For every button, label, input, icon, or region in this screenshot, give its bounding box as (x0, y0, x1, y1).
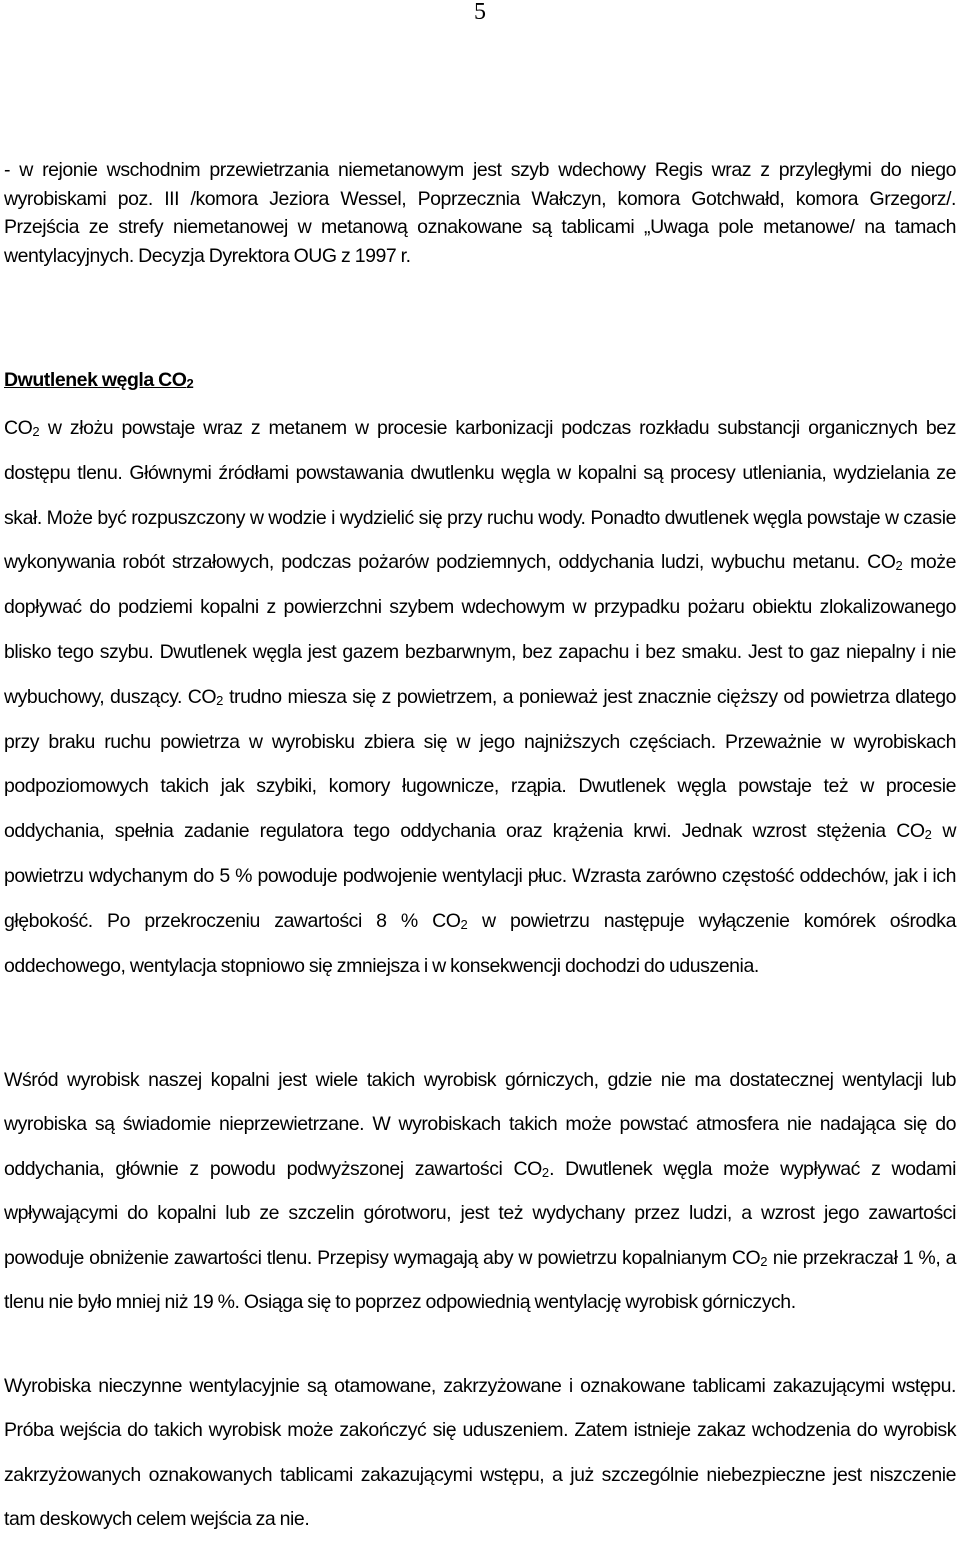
paragraph-east-ventilation: - w rejonie wschodnim przewietrzania niemetanowym jest szyb wdechowy Regis wraz z przyległymi do niego wyrobiskami poz. III /komora Jeziora Wessel, Poprzecznia Wałczyn, komora Gotchwałd, komora Grzegorz/. Przejścia ze strefy niemetanowej w metanową oznakowane są tablicami „Uwaga pole metanowe/ na tamach wentylacyjnych. Decyzja Dyrektora OUG z 1997 r. (4, 159, 956, 267)
paragraph-co2-sources (4, 406, 956, 988)
subscript: 2 (216, 692, 224, 708)
text-run: w złożu powstaje wraz z metanem w procesie karbonizacji podczas rozkładu substancji organicznych bez dostępu tlenu. Głównymi źródłami powstawania dwutlenku węgla w kopalni są procesy utleniania, wydzielania ze skał. Może być rozpuszczony w wodzie i wydzielić się przy ruchu wody. Ponadto dwutlenek węgla powstaje w czasie wykonywania robót strzałowych, podczas pożarów podziemnych, oddychania ludzi, wybuchu metanu. CO (4, 417, 956, 574)
text-run: trudno miesza się z powietrzem, a ponieważ jest znacznie cięższy od powietrza dlatego przy braku ruchu powietrza w wyrobisku zbiera się w jego najniższych częściach. Przeważnie w wyrobiskach podpoziomowych takich jak szybiki, komory ługownicze, rząpia. Dwutlenek węgla powstaje też w procesie oddychania, spełnia zadanie regulatora tego oddychania oraz krążenia krwi. Jednak wzrost stężenia CO (4, 685, 956, 843)
text-run: w powietrzu wdychanym do 5 % powoduje podwojenie wentylacji płuc. Wzrasta zarówno częstość oddechów, jak i ich głębokość. Po przekroczeniu zawartości 8 % CO (4, 820, 956, 932)
paragraph-unventilated-workings (4, 1058, 956, 1324)
text-run: w powietrzu następuje wyłączenie komórek ośrodka oddechowego, wentylacja stopniowo się zmniejsza i w konsekwencji dochodzi do uduszenia. (4, 909, 956, 977)
subscript: 2 (895, 558, 903, 574)
subscript: 2 (924, 827, 932, 843)
subscript: 2 (541, 1164, 550, 1180)
text-run: . Dwutlenek węgla może wypływać z wodami wpływającymi do kopalni lub ze szczelin górotworu, jest też wydychany przez ludzi, a wzrost jego zawartości powoduje obniżenie zawartości tlenu. Przepisy wymagają aby w powietrzu kopalnianym CO (4, 1157, 956, 1269)
paragraph-closed-workings: Wyrobiska nieczynne wentylacyjnie są otamowane, zakrzyżowane i oznakowane tablicami zakazującymi wstępu. Próba wejścia do takich wyrobisk może zakończyć się uduszeniem. Zatem istnieje zakaz wchodzenia do wyrobisk zakrzyżowanych oznakowanych tablicami zakazującymi wstępu, a już szczególnie niebezpieczne jest niszczenie tam deskowych celem wejścia za nie. (4, 1375, 956, 1531)
heading-subscript: 2 (186, 376, 194, 391)
heading-text: Dwutlenek węgla CO (4, 369, 187, 391)
text-run: CO (4, 417, 33, 439)
subscript: 2 (32, 424, 40, 439)
subscript: 2 (760, 1253, 768, 1269)
text-run: nie przekraczał 1 %, a tlenu nie było mniej niż 19 %. Osiąga się to poprzez odpowiednią wentylację wyrobisk górniczych. (4, 1246, 956, 1314)
section-heading-co2 (4, 368, 956, 392)
subscript: 2 (460, 916, 468, 932)
text-run: może dopływać do podziemi kopalni z powierzchni szybem wdechowym w przypadku pożaru obiektu zlokalizowanego blisko tego szybu. Dwutlenek węgla jest gazem bezbarwnym, bez zapachu i bez smaku. Jest to gaz niepalny i nie wybuchowy, duszący. CO (4, 551, 956, 708)
page-number: 5 (474, 0, 486, 25)
text-run: Wśród wyrobisk naszej kopalni jest wiele takich wyrobisk górniczych, gdzie nie ma dostatecznej wentylacji lub wyrobiska są świadomie nieprzewietrzane. W wyrobiskach takich może powstać atmosfera nie nadająca się do oddychania, głównie z powodu podwyższonej zawartości CO (4, 1069, 956, 1180)
